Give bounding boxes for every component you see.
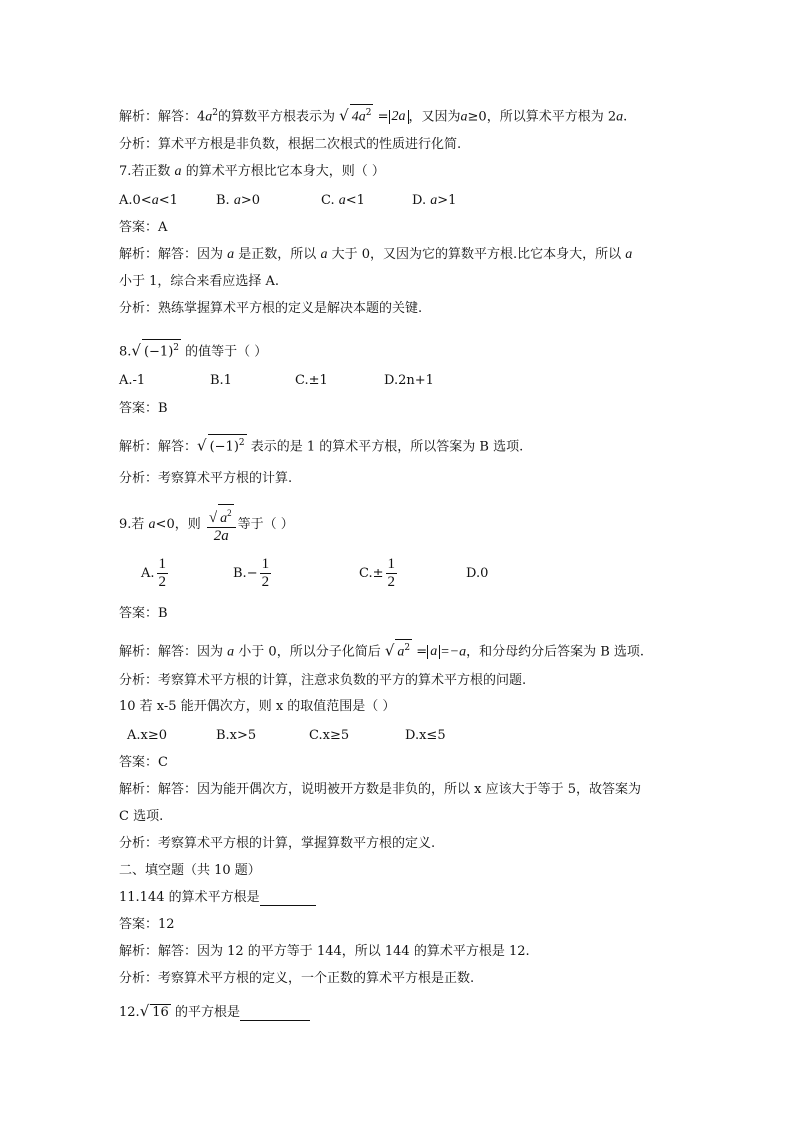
section-heading-fill-in: 二、填空题（共 10 题） — [119, 863, 261, 878]
q8-option-d: D.2n+1 — [384, 373, 434, 388]
question-9: 9.若 a<0，则 $\frac{√ a^2}{2a}$ 等于（ ） — [119, 504, 294, 545]
q9-fraction: $\frac{√ a^2}{2a}$ — [207, 504, 236, 545]
solution-7-cont: 小于 1，综合来看应选择 A. — [119, 274, 280, 289]
question-10: 10 若 x-5 能开偶次方，则 x 的取值范围是（ ） — [119, 699, 396, 714]
q10-option-b: B.x>5 — [216, 728, 257, 743]
q9-option-d: D.0 — [466, 566, 489, 581]
solution-9: 解析：解答：因为 a 小于 0，所以分子化简后 √ $a^2 = a =-a$，和分母约分后答案为 B 选项. — [119, 639, 644, 660]
analysis-11: 分析：考察算术平方根的定义，一个正数的算术平方根是正数. — [119, 971, 475, 986]
q7-option-d: D. a>1 — [412, 193, 457, 208]
q9-option-c: C.± $\frac{1}{2}$ — [359, 556, 396, 590]
analysis-10: 分析：考察算术平方根的计算，掌握算数平方根的定义. — [119, 836, 436, 851]
answer-9: 答案：B — [119, 606, 168, 621]
answer-10: 答案：C — [119, 755, 168, 770]
solution-10-cont: C 选项. — [119, 809, 164, 824]
answer-blank-11 — [260, 892, 316, 906]
answer-blank-12 — [240, 1007, 310, 1021]
q7-option-c: C. a<1 — [321, 193, 365, 208]
question-8: 8.√ $(-1)^2$ 的值等于（ ） — [119, 339, 267, 360]
q10-option-d: D.x≤5 — [405, 728, 446, 743]
answer-7: 答案：A — [119, 220, 168, 235]
solution-10: 解析：解答：因为能开偶次方，说明被开方数是非负的，所以 x 应该大于等于 5，故答案为 — [119, 782, 642, 797]
answer-8: 答案：B — [119, 401, 168, 416]
analysis-9: 分析：考察算术平方根的计算，注意求负数的平方的算术平方根的问题. — [119, 673, 527, 688]
solution-7: 解析：解答：因为 a 是正数，所以 a 大于 0，又因为它的算数平方根.比它本身大，所以 a — [119, 247, 633, 262]
question-12: 12.√ 16 的平方根是 — [119, 1003, 310, 1021]
solution-11: 解析：解答：因为 12 的平方等于 144，所以 144 的算术平方根是 12. — [119, 944, 530, 959]
question-7: 7.若正数 a 的算术平方根比它本身大，则（ ） — [119, 164, 385, 179]
q8-option-a: A.-1 — [119, 373, 146, 388]
analysis-line-6: 分析：算术平方根是非负数，根据二次根式的性质进行化简. — [119, 137, 462, 152]
q10-option-a: A.x≥0 — [127, 728, 168, 743]
q9-option-b: B.− $\frac{1}{2}$ — [233, 556, 270, 590]
q7-option-b: B. a>0 — [216, 193, 260, 208]
q8-option-b: B.1 — [210, 373, 232, 388]
q9-option-a: A. $\frac{1}{2}$ — [141, 556, 167, 590]
solution-8: 解析：解答：√ $(-1)^2$ 表示的是 1 的算术平方根，所以答案为 B 选项. — [119, 434, 523, 455]
q10-option-c: C.x≥5 — [309, 728, 350, 743]
answer-11: 答案：12 — [119, 917, 175, 932]
solution-line-6: 解析：解答：$4a^2$的算数平方根表示为 √ $4a^2 = 2a$ ，又因为a≥0，所以算术平方根为 2a. — [119, 104, 627, 125]
q8-option-c: C.±1 — [295, 373, 328, 388]
analysis-8: 分析：考察算术平方根的计算. — [119, 471, 293, 486]
q7-option-a: A.0<a<1 — [119, 193, 178, 208]
question-11: 11.144 的算术平方根是 — [119, 890, 316, 906]
analysis-7: 分析：熟练掌握算术平方根的定义是解决本题的关键. — [119, 301, 423, 316]
